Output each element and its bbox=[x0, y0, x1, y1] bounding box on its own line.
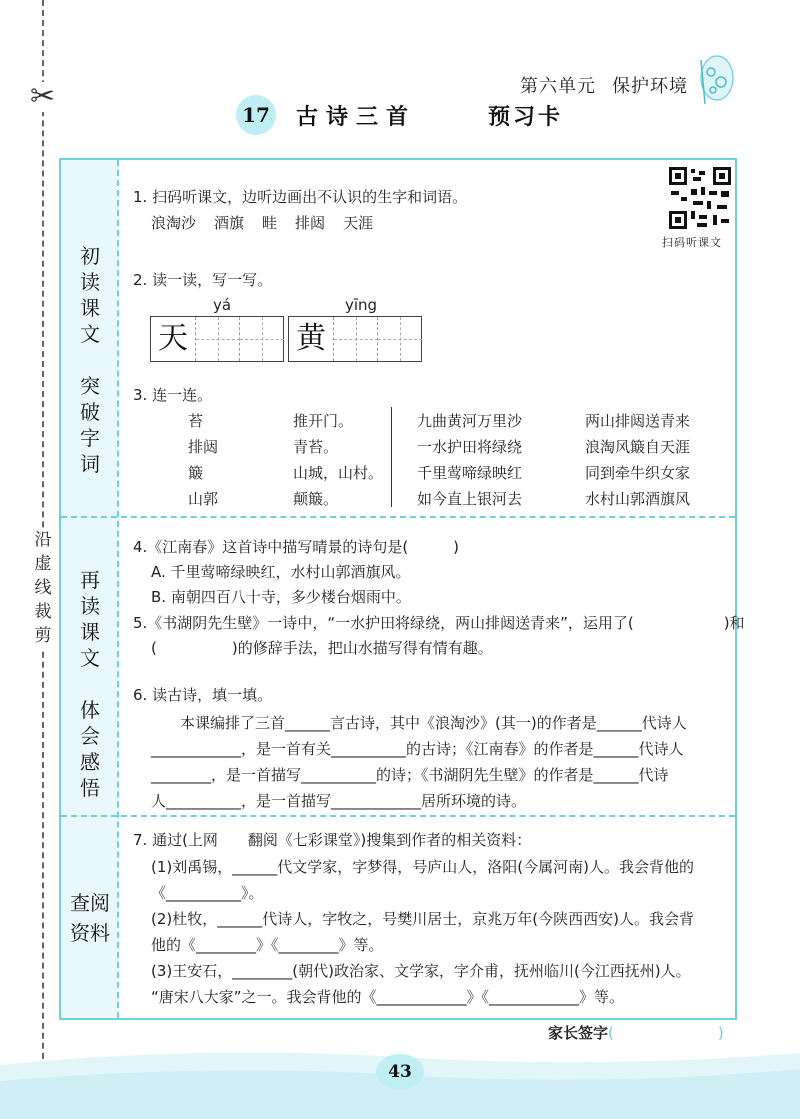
q6-line: ________，是一首描写__________的诗；《书湖阴先生壁》的作者是______代诗 bbox=[151, 766, 669, 784]
q3-text: 3. 连一连。 bbox=[133, 386, 213, 404]
qr-code-icon[interactable] bbox=[667, 165, 733, 231]
qr-caption: 扫码听课文 bbox=[662, 236, 722, 249]
q5-line2: ( )的修辞手法，把山水描写得有情有趣。 bbox=[151, 639, 493, 657]
q7-line: “唐宋八大家”之一。我会背他的《____________》《____________》等。 bbox=[151, 988, 625, 1006]
match-item[interactable]: 山城，山村。 bbox=[293, 464, 384, 482]
q2-text: 2. 读一读，写一写。 bbox=[133, 271, 273, 289]
section-divider bbox=[61, 516, 735, 518]
scissors-icon: ✂ bbox=[30, 79, 56, 114]
unit-label: 第六单元 bbox=[520, 76, 596, 97]
match-item[interactable]: 同到牵牛织女家 bbox=[585, 464, 691, 482]
unit-header bbox=[520, 72, 688, 98]
section-label-first-reading: 初 读 课 文 突 破 字 词 bbox=[80, 244, 100, 476]
q4-option-b[interactable]: B. 南朝四百八十寺，多少楼台烟雨中。 bbox=[151, 588, 411, 606]
q1-words: 浪淘沙 酒旗 畦 排闼 天涯 bbox=[151, 214, 374, 232]
writing-grid-1[interactable] bbox=[150, 316, 284, 362]
match-divider bbox=[391, 407, 392, 507]
q7-line: 《__________》。 bbox=[151, 884, 264, 902]
match-item[interactable]: 苔 bbox=[188, 412, 204, 430]
match-item[interactable]: 一水护田将绿绕 bbox=[417, 438, 523, 456]
match-item[interactable]: 山郭 bbox=[188, 490, 219, 508]
pinyin-ying: yīng bbox=[345, 296, 378, 314]
grid-char: 天 bbox=[158, 321, 188, 356]
card-title: 预习卡 bbox=[488, 105, 564, 130]
q7-line: (1)刘禹锡，______代文学家，字梦得，号庐山人，洛阳(今属河南)人。我会背他的 bbox=[151, 858, 694, 876]
unit-theme: 保护环境 bbox=[612, 76, 688, 97]
lesson-number: 17 bbox=[236, 95, 276, 135]
signature-label: 家长签字 bbox=[548, 1024, 609, 1042]
match-item[interactable]: 千里莺啼绿映红 bbox=[417, 464, 523, 482]
match-item[interactable]: 两山排闼送青来 bbox=[585, 412, 691, 430]
leaf-decoration-icon bbox=[693, 52, 737, 110]
grid-char: 黄 bbox=[296, 321, 326, 356]
section-divider bbox=[61, 815, 735, 817]
parent-signature[interactable]: 家长签字( ) bbox=[548, 1024, 724, 1042]
q7-line: 他的《________》《________》等。 bbox=[151, 936, 384, 954]
q7-text: 7. 通过(上网 翻阅《七彩课堂》)搜集到作者的相关资料： bbox=[133, 831, 532, 849]
section-label-second-reading: 再 读 课 文 体 会 感 悟 bbox=[80, 568, 100, 800]
q6-text: 6. 读古诗，填一填。 bbox=[133, 686, 273, 704]
match-item[interactable]: 水村山郭酒旗风 bbox=[585, 490, 691, 508]
match-item[interactable]: 青苔。 bbox=[293, 438, 339, 456]
match-item[interactable]: 如今直上银河去 bbox=[417, 490, 523, 508]
page-number: 43 bbox=[376, 1054, 424, 1090]
section-label-research: 查阅 资料 bbox=[70, 891, 110, 945]
match-item[interactable]: 簸 bbox=[188, 464, 204, 482]
match-item[interactable]: 排闼 bbox=[188, 438, 219, 456]
writing-grid-2[interactable] bbox=[288, 316, 422, 362]
q7-line: (2)杜牧，______代诗人，字牧之，号樊川居士，京兆万年(今陕西西安)人。我会背 bbox=[151, 910, 694, 928]
q6-line: 人__________，是一首描写____________居所环境的诗。 bbox=[151, 792, 527, 810]
match-item[interactable]: 推开门。 bbox=[293, 412, 354, 430]
q4-option-a[interactable]: A. 千里莺啼绿映红，水村山郭酒旗风。 bbox=[151, 563, 411, 581]
match-item[interactable]: 浪淘风簸自天涯 bbox=[585, 438, 691, 456]
q6-line: ____________，是一首有关__________的古诗；《江南春》的作者是______代诗人 bbox=[151, 740, 684, 758]
match-item[interactable]: 九曲黄河万里沙 bbox=[417, 412, 523, 430]
q7-line: (3)王安石，________(朝代)政治家、文学家，字介甫，抚州临川(今江西抚州)人。 bbox=[151, 962, 691, 980]
cut-label: 沿虚线裁剪 bbox=[28, 528, 58, 648]
q1-text: 1. 扫码听课文，边听边画出不认识的生字和词语。 bbox=[133, 188, 468, 206]
q6-line: 本课编排了三首______言古诗，其中《浪淘沙》(其一)的作者是______代诗人 bbox=[180, 714, 687, 732]
lesson-title: 古诗三首 bbox=[296, 104, 417, 130]
match-item[interactable]: 颠簸。 bbox=[293, 490, 339, 508]
q5-line1: 5.《书湖阴先生壁》一诗中，“一水护田将绿绕，两山排闼送青来”，运用了( )和 bbox=[133, 614, 745, 632]
q4-text: 4.《江南春》这首诗中描写晴景的诗句是( ) bbox=[133, 538, 460, 556]
pinyin-ya: yá bbox=[213, 296, 232, 314]
